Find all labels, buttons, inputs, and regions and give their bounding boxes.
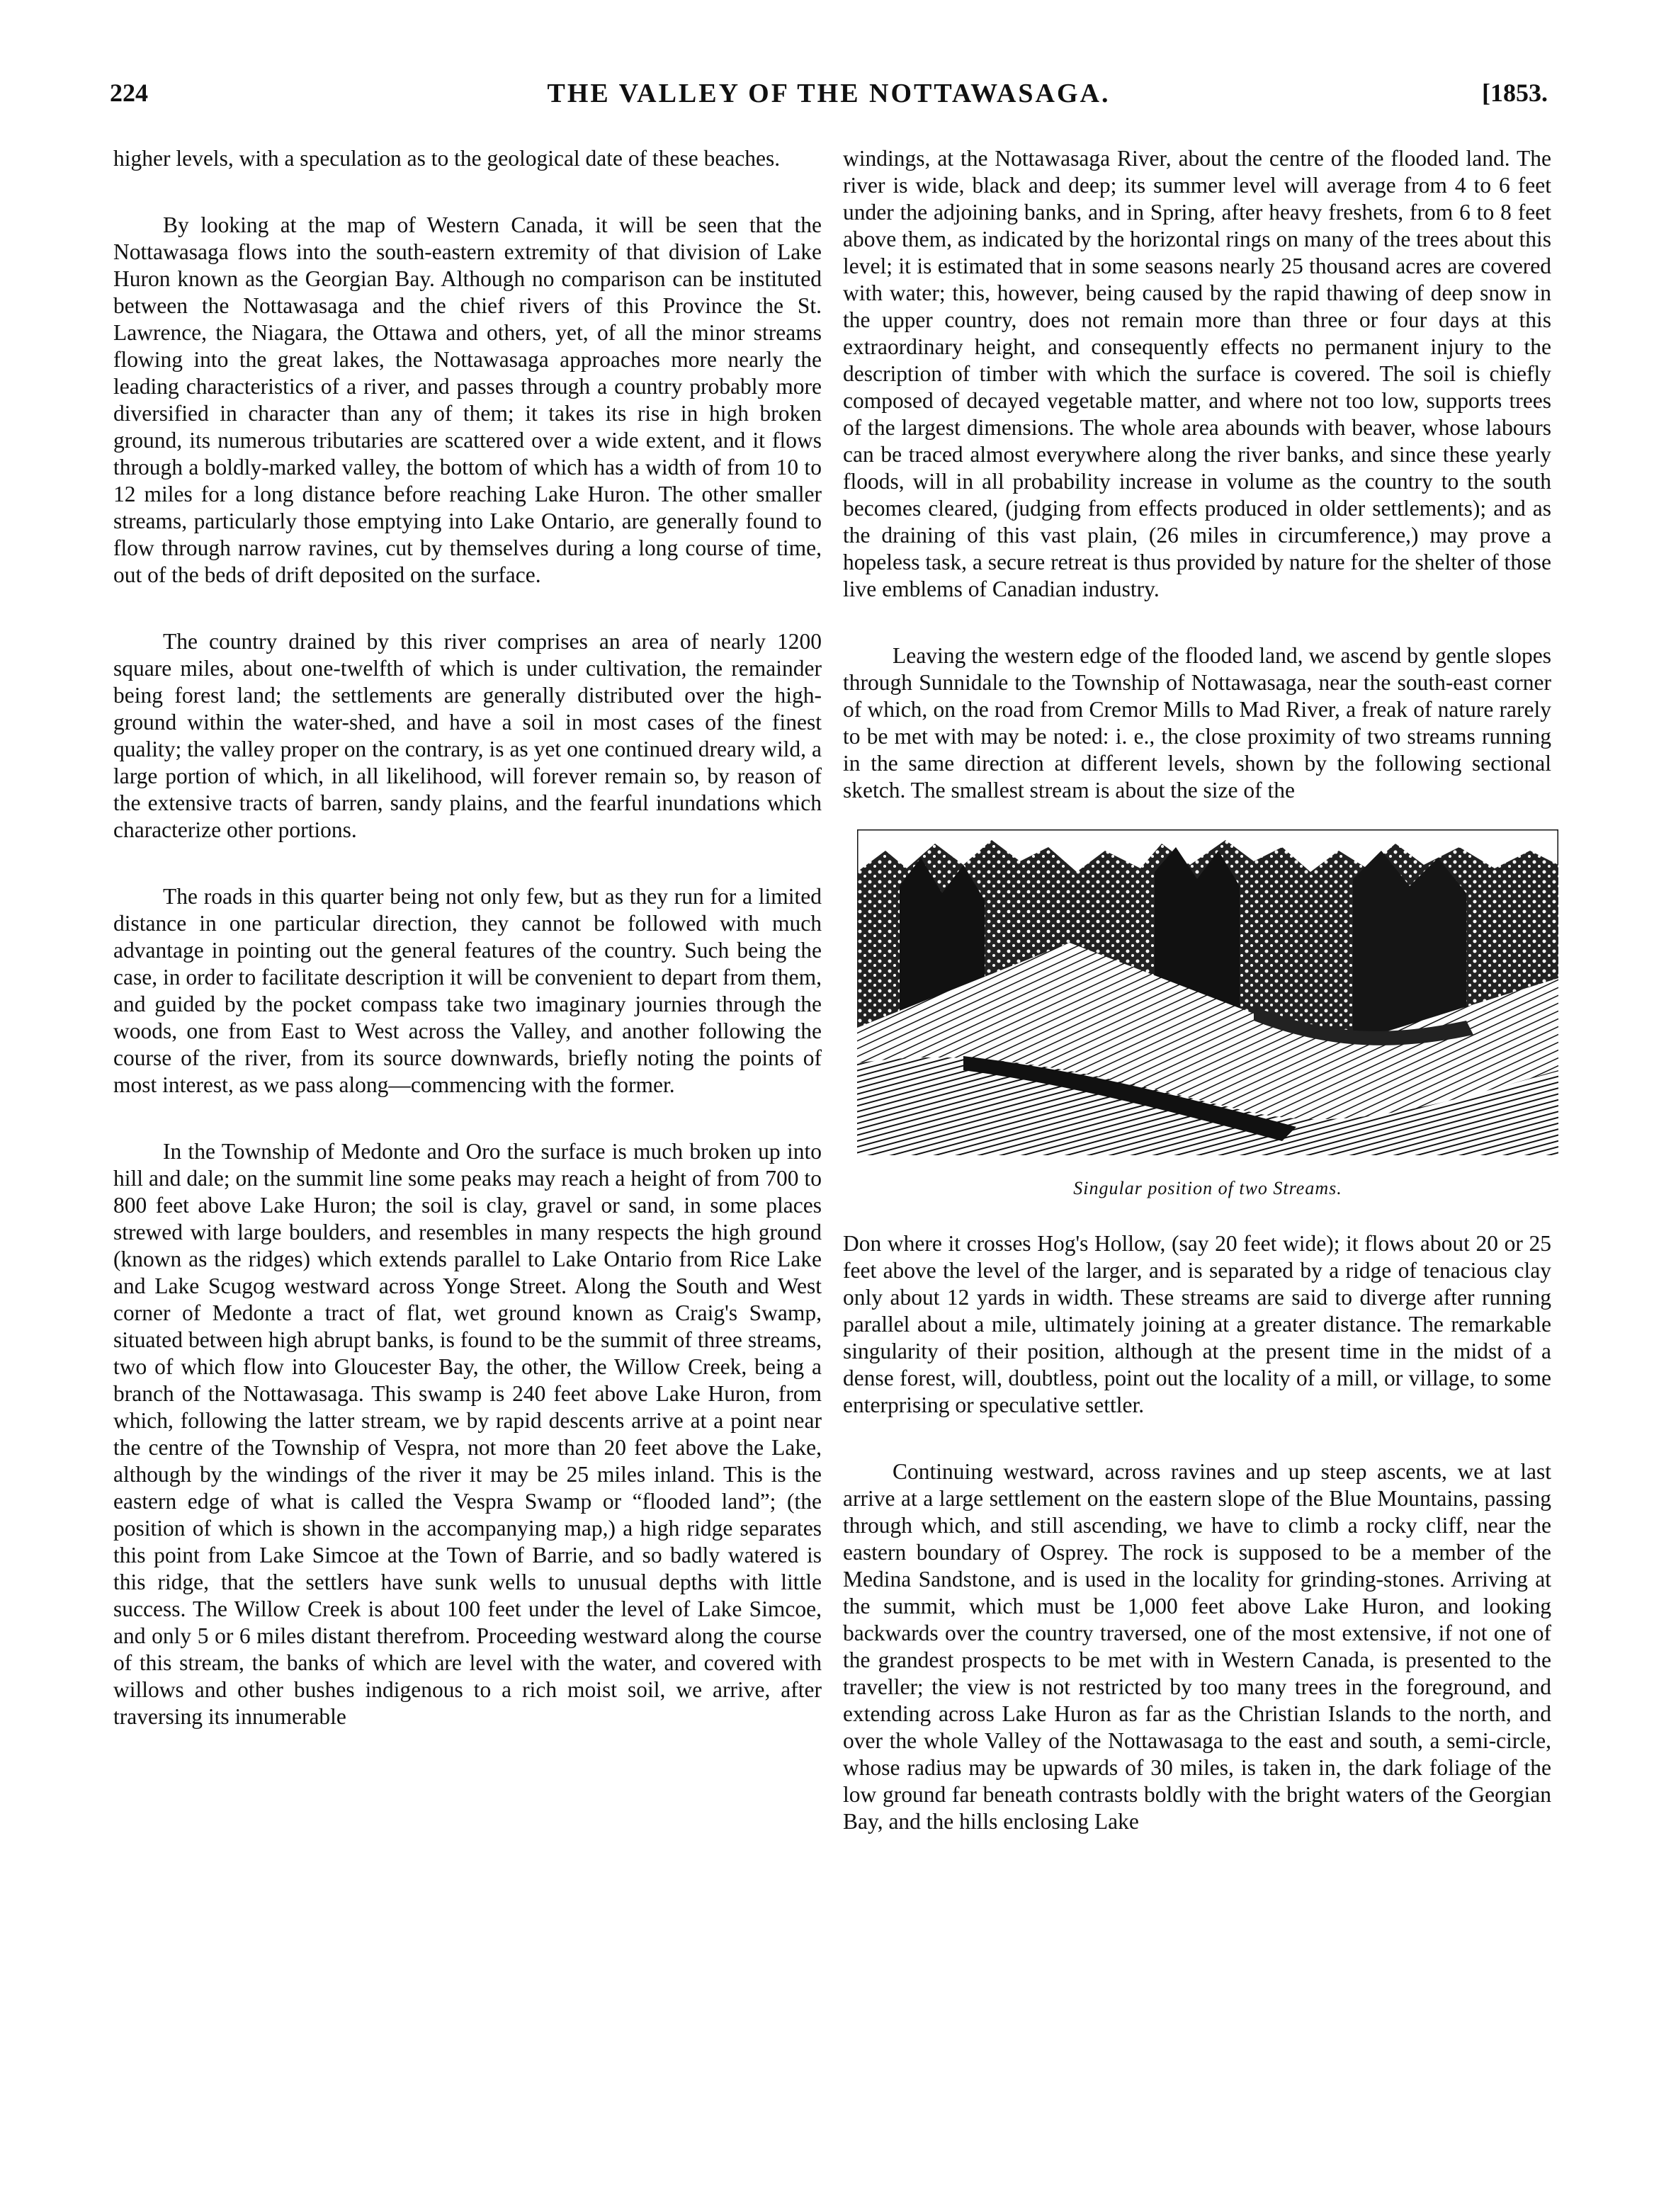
paragraph: Leaving the western edge of the flooded land, we ascend by gentle slopes through Sunnidale to the Township of Nottawasaga, near the south-east corner of which, on the road from Cremor Mills to Mad River, a freak of nature rarely to be met with may be noted: i. e., the close proximity of two streams running in the same direction at different levels, shown by the following sectional sketch. The smallest stream is about the size of the bbox=[843, 643, 1551, 802]
paragraph: By looking at the map of Western Canada, it will be seen that the Nottawasaga flows into the south-eastern extremity of that division of Lake Huron known as the Georgian Bay. Although no comparison can be instituted between the Nottawasaga and the chief rivers of this Province the St. Lawrence, the Niagara, the Ottawa and others, yet, of all the minor streams flowing into the great lakes, the Nottawasaga approaches more nearly the leading characteristics of a river, and passes through a country probably more diversified in character than any of them; it takes its rise in high broken ground, its numerous tributaries are scattered over a wide extent, and it flows through a boldly-marked valley, the bottom of which has a width of from 10 to 12 miles for a long distance before reaching Lake Huron. The other smaller streams, particularly those emptying into Lake Ontario, are generally found to flow through narrow ravines, cut by themselves during a long course of time, out of the beds of drift deposited on the surface. bbox=[113, 212, 822, 587]
paragraph: In the Township of Medonte and Oro the surface is much broken up into hill and dale; on the summit line some peaks may reach a height of from 700 to 800 feet above Lake Huron; the soil is clay, gravel or sand, in some places strewed with large boulders, and resembles in many respects the high ground (known as the ridges) which extends parallel to Lake Ontario from Rice Lake and Lake Scugog westward across Yonge Street. Along the South and West corner of Medonte a tract of flat, wet ground known as Craig's Swamp, situated between high abrupt banks, is found to be the summit of three streams, two of which flow into Gloucester Bay, the other, the Willow Creek, being a branch of the Nottawasaga. This swamp is 240 feet above Lake Huron, from which, following the latter stream, we by rapid descents arrive at a point near the centre of the Township of Vespra, not more than 20 feet above the Lake, although by the windings of the river it may be 25 miles inland. This is the eastern edge of what is called the Vespra Swamp or “flooded land”; (the position of which is shown in the accompanying map,) a high ridge separates this point from Lake Simcoe at the Town of Barrie, and so badly watered is this ridge, that the settlers have sunk wells to unusual depths with little success. The Willow Creek is about 100 feet under the level of Lake Simcoe, and only 5 or 6 miles distant therefrom. Proceeding westward along the course of this stream, the banks of which are level with the water, and covered with willows and other bushes indigenous to a rich moist soil, we arrive, after traversing its innumerable bbox=[113, 1139, 822, 1729]
two-streams-illustration bbox=[857, 829, 1558, 1155]
running-header bbox=[110, 78, 1548, 120]
running-title: THE VALLEY OF THE NOTTAWASAGA. bbox=[547, 79, 1111, 108]
figure-caption: Singular position of two Streams. bbox=[1073, 1178, 1342, 1198]
paragraph: Don where it crosses Hog's Hollow, (say 20 feet wide); it flows about 20 or 25 feet above the level of the larger, and is separated by a ridge of tenacious clay only about 12 yards in width. These streams are said to diverge after running parallel about a mile, ultimately joining at a greater distance. The remarkable singularity of their position, although at the present time in the midst of a dense forest, will, doubtless, point out the locality of a mill, or village, to some enterprising or speculative settler. bbox=[843, 1231, 1551, 1417]
paragraph: The roads in this quarter being not only few, but as they run for a limited distance in one particular direction, they cannot be followed with much advantage in pointing out the general features of the country. Such being the case, in order to facilitate description it will be convenient to depart from them, and guided by the pocket compass take two imaginary journies through the woods, one from East to West across the Valley, and another following the course of the river, from its source downwards, briefly noting the points of most interest, as we pass along—commencing with the former. bbox=[113, 884, 822, 1097]
page-number: 224 bbox=[110, 79, 148, 107]
header-year: [1853. bbox=[1482, 79, 1548, 107]
paragraph: Continuing westward, across ravines and up steep ascents, we at last arrive at a large settlement on the eastern slope of the Blue Mountains, passing through which, and still ascending, we have to climb a rocky cliff, near the eastern boundary of Osprey. The rock is supposed to be a member of the Medina Sandstone, and is used in the locality for grinding-stones. Arriving at the summit, which must be 1,000 feet above Lake Huron, and looking backwards over the country traversed, one of the most extensive, if not one of the grandest prospects to be met with in Western Canada, is presented to the traveller; the view is not restricted by too many trees in the foreground, and extending across Lake Huron as far as the Christian Islands to the north, and over the whole Valley of the Nottawasaga to the east and south, a semi-circle, whose radius may be upwards of 30 miles, is taken in, the dark foliage of the low ground far beneath contrasts boldly with the bright waters of the Georgian Bay, and the hills enclosing Lake bbox=[843, 1459, 1551, 1834]
right-column bbox=[843, 145, 1551, 1875]
left-column bbox=[113, 145, 822, 1770]
woodcut-figure bbox=[857, 829, 1558, 1202]
paragraph: windings, at the Nottawasaga River, about the centre of the flooded land. The river is wide, black and deep; its summer level will average from 4 to 6 feet under the adjoining banks, and in Spring, after heavy freshets, from 6 to 8 feet above them, as indicated by the horizontal rings on many of the trees about this level; it is estimated that in some seasons nearly 25 thousand acres are covered with water; this, however, being caused by the rapid thawing of deep snow in the upper country, does not remain more than three or four days at this extraordinary height, and consequently effects no permanent injury to the description of timber with which the surface is covered. The soil is chiefly composed of decayed vegetable matter, and where not too low, supports trees of the largest dimensions. The whole area abounds with beaver, whose labours can be traced almost everywhere along the river banks, and since these yearly floods, will in all probability increase in volume as the country to the south becomes cleared, (judging from effects produced in older settlements); and as the draining of this vast plain, (26 miles in circumference,) may prove a hopeless task, a secure retreat is thus provided by nature for the shelter of those live emblems of Canadian industry. bbox=[843, 146, 1551, 601]
paragraph: The country drained by this river comprises an area of nearly 1200 square miles, about one-twelfth of which is under cultivation, the remainder being forest land; the settlements are generally distributed over the high-ground within the water-shed, and have a soil in most cases of the finest quality; the valley proper on the contrary, is as yet one continued dreary wild, a large portion of which, in all likelihood, will forever remain so, by reason of the extensive tracts of barren, sandy plains, and the fearful inundations which characterize other portions. bbox=[113, 629, 822, 842]
paragraph: higher levels, with a speculation as to the geological date of these beaches. bbox=[113, 146, 781, 171]
